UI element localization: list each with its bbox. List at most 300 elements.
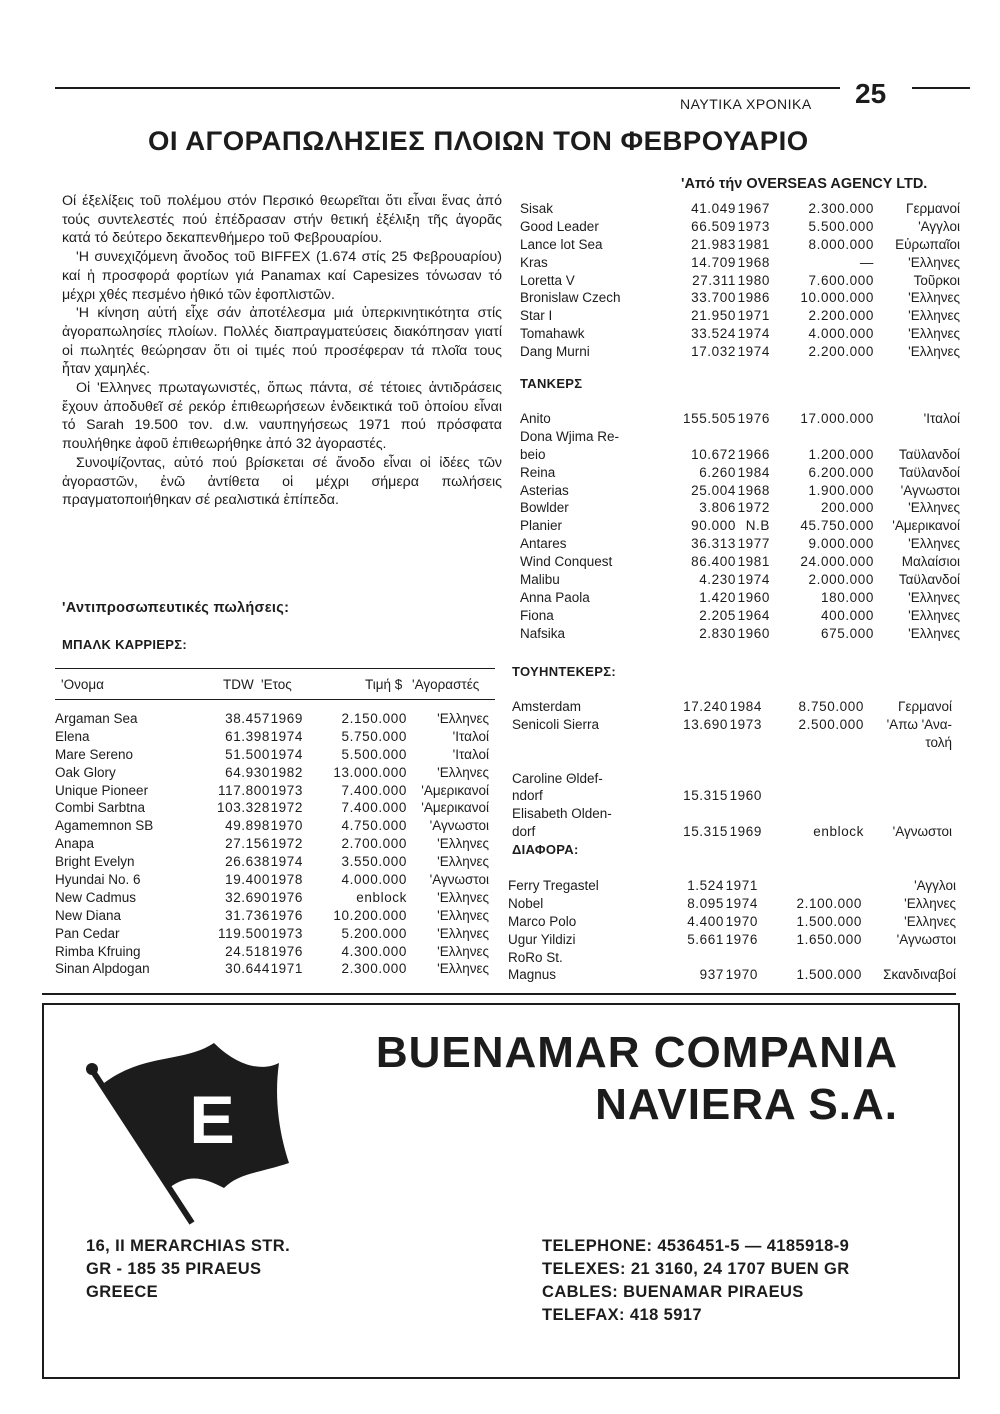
year-value: 1981 — [737, 554, 770, 570]
buyer-value: 'Αγνωστοι — [429, 872, 489, 888]
ship-name: Malibu — [520, 572, 560, 588]
company-address — [86, 1235, 290, 1304]
table-row — [520, 289, 960, 307]
buyer-value: 'Ελληνες — [437, 889, 489, 905]
paragraph: Συνοψίζοντας, αὐτό πού βρίσκεται σέ ἄνοδο εἶναι οἱ ἰδέες τῶν ἀγοραστῶν, ἐνῶ ἀντίθετα οἱ μέχρι σήμερα πωλήσεις πραγματοποιήθηκαν σέ ρεαλιστικά ἐπίπεδα. — [62, 454, 502, 509]
year-value: 1972 — [737, 500, 770, 516]
price-value: 1.900.000 — [808, 482, 874, 498]
table-row — [55, 943, 495, 961]
table-row — [512, 787, 960, 805]
magazine-title: ΝΑΥΤΙΚΑ ΧΡΟΝΙΚΑ — [680, 96, 812, 112]
price-value: 675.000 — [821, 625, 874, 641]
table-row — [55, 907, 495, 925]
buyer-value: 'Ελληνες — [437, 925, 489, 941]
tdw-value: 1.524 — [687, 878, 724, 893]
cables-line: CABLES: BUENAMAR PIRAEUS — [542, 1283, 804, 1301]
paragraph: Οί έξελίξεις τοῦ πολέμου στόν Περσικό θεωρεῖται ὅτι εἶναι ἕνας ἀπό τούς συντελεστές πού ἐπέδρασαν στήν θετική ἐξέλιξη τῆς ἀγορᾶς κατά τό δεύτερο δεκαπενθήμερο τοῦ Φεβρουαρίου. — [62, 193, 502, 247]
ship-name: Kras — [520, 254, 548, 270]
ship-name: Argaman Sea — [55, 711, 138, 726]
tdw-value: 103.328 — [217, 800, 270, 816]
ship-name: Anapa — [55, 836, 95, 852]
year-value: 1974 — [270, 728, 303, 744]
table-row — [520, 482, 960, 500]
price-value: 2.200.000 — [808, 344, 874, 360]
ship-name: Wind Conquest — [520, 554, 613, 570]
year-value: 1974 — [737, 572, 770, 588]
buyer-value: Γερμανοί — [898, 699, 952, 714]
table-row — [520, 254, 960, 272]
ship-name: Dona Wjima Re- — [520, 428, 620, 444]
price-value: 5.500.000 — [341, 746, 407, 762]
year-value: 1972 — [270, 800, 303, 816]
page-number: 25 — [855, 78, 887, 109]
table-row — [55, 871, 495, 889]
ship-name: Sisak — [520, 201, 554, 216]
price-value: 45.750.000 — [800, 518, 874, 534]
ship-name: dorf — [512, 824, 536, 840]
tdw-value: 3.806 — [699, 500, 736, 516]
bulk-table-header — [55, 676, 495, 694]
telephone-line: TELEPHONE: 4536451-5 — 4185918-9 — [542, 1237, 850, 1255]
ship-name: Anito — [520, 411, 551, 426]
col-buyers: 'Αγοραστές — [412, 677, 480, 692]
advertisement-box — [42, 1003, 960, 1379]
tdw-value: 2.205 — [699, 607, 736, 623]
buyer-value: 'Ελληνες — [908, 589, 960, 605]
price-value: 13.000.000 — [333, 764, 407, 780]
tdw-value: 33.700 — [691, 290, 736, 306]
representative-sales-label: 'Αντιπροσωπευτικές πωλήσεις: — [62, 600, 290, 616]
ship-name: New Diana — [55, 907, 122, 923]
year-value: 1980 — [737, 272, 770, 288]
table-row — [520, 607, 960, 625]
table-row — [512, 770, 960, 788]
year-value: 1967 — [737, 201, 770, 216]
year-value: 1973 — [270, 925, 303, 941]
price-value: 1.200.000 — [808, 446, 874, 462]
tdw-value: 937 — [699, 967, 724, 983]
year-value: 1970 — [725, 967, 758, 983]
tdw-value: 2.830 — [699, 625, 736, 641]
table-row — [520, 343, 960, 361]
table-row — [508, 949, 960, 967]
price-value: 1.500.000 — [796, 967, 862, 983]
buyer-value: 'Ελληνες — [908, 536, 960, 552]
tdw-value: 27.156 — [225, 836, 270, 852]
price-value: 5.750.000 — [341, 728, 407, 744]
table-rule-top — [55, 668, 495, 669]
flag-logo-icon — [64, 1023, 294, 1233]
table-row — [512, 805, 960, 823]
table-row — [520, 517, 960, 535]
year-value: 1977 — [737, 536, 770, 552]
table-row — [55, 889, 495, 907]
tdw-value: 33.524 — [691, 326, 736, 342]
year-value: 1976 — [737, 411, 770, 426]
buyer-value: 'Ελληνες — [437, 854, 489, 870]
year-value: 1986 — [737, 290, 770, 306]
ship-name: Anna Paola — [520, 589, 590, 605]
table-row — [55, 960, 495, 978]
price-value: 8.750.000 — [798, 699, 864, 714]
year-value: 1970 — [725, 913, 758, 929]
price-value: 2.700.000 — [341, 836, 407, 852]
table-row — [520, 625, 960, 643]
year-value: 1970 — [270, 818, 303, 834]
table-row — [512, 823, 960, 841]
buyer-value: 'Ελληνες — [908, 254, 960, 270]
company-contacts — [542, 1235, 850, 1327]
buyer-value: Τοῦρκοι — [913, 272, 960, 288]
ship-name: Marco Polo — [508, 913, 577, 929]
tdw-value: 38.457 — [225, 711, 270, 726]
table-row — [520, 410, 960, 428]
telefax-line: TELEFAX: 418 5917 — [542, 1306, 702, 1324]
year-value: 1974 — [737, 344, 770, 360]
ship-name: Agamemnon SB — [55, 818, 154, 834]
price-value: 4.000.000 — [808, 326, 874, 342]
price-value: 2.150.000 — [341, 711, 407, 726]
year-value: 1974 — [270, 854, 303, 870]
tdw-value: 49.898 — [225, 818, 270, 834]
tdw-value: 51.500 — [225, 746, 270, 762]
buyer-value: 'Ελληνες — [908, 500, 960, 516]
ship-name: RoRo St. — [508, 949, 563, 965]
tdw-value: 27.311 — [692, 272, 736, 288]
tdw-value: 13.690 — [683, 716, 728, 732]
company-name-line1: BUENAMAR COMPANIA — [375, 1028, 898, 1077]
year-value: 1982 — [270, 764, 303, 780]
tdw-value: 155.505 — [683, 411, 736, 426]
table-row — [55, 728, 495, 746]
buyer-value: 'Αγγλοι — [914, 878, 956, 893]
price-value: 10.200.000 — [333, 907, 407, 923]
buyer-value: Σκανδιναβοί — [883, 967, 956, 983]
ship-name: Ferry Tregastel — [508, 878, 599, 893]
buyer-value: 'Αμερικανοί — [892, 518, 960, 534]
ship-name: beio — [520, 446, 546, 462]
year-value: 1968 — [737, 254, 770, 270]
buyer-value: Μαλαίσιοι — [901, 554, 960, 570]
price-value: 4.300.000 — [341, 943, 407, 959]
tdw-value: 36.313 — [691, 536, 736, 552]
table-row — [520, 571, 960, 589]
buyer-value: 'Ιταλοί — [452, 728, 489, 744]
col-year: 'Ετος — [261, 677, 292, 692]
ship-name: New Cadmus — [55, 889, 137, 905]
year-value: 1971 — [737, 308, 770, 324]
buyer-value: Ταϋλανδοί — [898, 464, 960, 480]
year-value: 1976 — [725, 931, 758, 947]
ship-name: Oak Glory — [55, 764, 116, 780]
tdw-value: 17.240 — [683, 699, 728, 714]
ship-name: Reina — [520, 464, 556, 480]
table-row — [508, 913, 960, 931]
table-row — [520, 499, 960, 517]
col-name: 'Ονομα — [61, 677, 104, 692]
tankers-heading: ΤΑΝΚΕΡΣ — [520, 376, 583, 391]
ship-name: Senicoli Sierra — [512, 716, 600, 732]
ship-name: Sinan Alpdogan — [55, 961, 150, 977]
tdw-value: 30.644 — [225, 961, 270, 977]
price-value: 2.000.000 — [808, 572, 874, 588]
table-row — [55, 835, 495, 853]
price-value: — — [859, 254, 874, 270]
year-value: 1971 — [270, 961, 303, 977]
price-value: 8.000.000 — [808, 236, 874, 252]
ship-name: Tomahawk — [520, 326, 585, 342]
buyer-value: 'Ελληνες — [904, 895, 956, 911]
ship-name: Dang Murni — [520, 344, 590, 360]
tuna-heading: ΤΟΥΗΝΤΕΚΕΡΣ: — [512, 664, 616, 679]
price-value: enblock — [356, 889, 407, 905]
ship-name: Pan Cedar — [55, 925, 120, 941]
year-value: 1984 — [729, 699, 762, 714]
tdw-value: 64.930 — [225, 764, 270, 780]
ship-name: Star I — [520, 308, 553, 324]
table-row — [520, 589, 960, 607]
tdw-value: 17.032 — [691, 344, 736, 360]
ship-name: Amsterdam — [512, 699, 582, 714]
tdw-value: 24.518 — [225, 943, 270, 959]
tdw-value: 10.672 — [691, 446, 736, 462]
year-value: 1960 — [729, 788, 762, 804]
table-row — [512, 698, 960, 716]
ship-name: Hyundai No. 6 — [55, 872, 141, 888]
tankers-table — [520, 410, 960, 643]
ship-name: Bowlder — [520, 500, 569, 516]
price-value: 5.200.000 — [341, 925, 407, 941]
tdw-value: 21.983 — [691, 236, 736, 252]
year-value: 1968 — [737, 482, 770, 498]
page-title: ΟΙ ΑΓΟΡΑΠΩΛΗΣΙΕΣ ΠΛΟΙΩΝ ΤΟΝ ΦΕΒΡΟΥΑΡΙΟ — [148, 126, 809, 156]
year-value: 1984 — [737, 464, 770, 480]
year-value: 1973 — [737, 218, 770, 234]
logo-letter: E — [189, 1082, 235, 1158]
year-value: 1960 — [737, 625, 770, 641]
ship-name: Ugur Yildizi — [508, 931, 576, 947]
paragraph: 'Η συνεχιζόμενη ἄνοδος τοῦ BIFFEX (1.674 στίς 25 Φεβρουαρίου) καί ἡ προσφορά φορτίων γιά Panamax καί Capesizes τόνωσαν τό μέχρι χθές πεσμένο ἠθικό τῶν ἐφοπλιστῶν. — [62, 249, 502, 303]
buyer-value: 'Ελληνες — [908, 308, 960, 324]
table-row — [512, 716, 960, 734]
ship-name: ndorf — [512, 788, 543, 804]
ship-name: Planier — [520, 518, 563, 534]
buyer-value: 'Ελληνες — [908, 290, 960, 306]
table-row — [520, 464, 960, 482]
year-value: 1969 — [270, 711, 303, 726]
table-row — [512, 752, 960, 770]
tdw-value: 90.000 — [691, 518, 736, 534]
buyer-value: 'Αγνωστοι — [900, 482, 960, 498]
table-row — [55, 853, 495, 871]
tdw-value: 4.400 — [687, 913, 724, 929]
ship-name: Rimba Kfruing — [55, 943, 141, 959]
tdw-value: 4.230 — [699, 572, 736, 588]
tdw-value: 8.095 — [687, 895, 724, 911]
year-value: 1971 — [725, 878, 758, 893]
address-line: GR - 185 35 PIRAEUS — [86, 1260, 262, 1278]
buyer-value: Ταϋλανδοί — [898, 446, 960, 462]
article-body — [62, 192, 502, 510]
table-row — [508, 895, 960, 913]
tdw-value: 1.420 — [699, 589, 736, 605]
price-value: 10.000.000 — [800, 290, 874, 306]
table-row — [520, 200, 960, 218]
year-value: 1974 — [725, 895, 758, 911]
bulk-carriers-heading: ΜΠΑΛΚ ΚΑΡΡΙΕΡΣ: — [62, 637, 187, 652]
price-value: 5.500.000 — [808, 218, 874, 234]
buyer-value: 'Ιταλοί — [452, 746, 489, 762]
buyer-value: Εὐρωπαῖοι — [895, 236, 960, 252]
table-row — [520, 236, 960, 254]
price-value: 1.650.000 — [796, 931, 862, 947]
price-value: 24.000.000 — [800, 554, 874, 570]
ship-name: Fiona — [520, 607, 554, 623]
tdw-value: 19.400 — [225, 872, 270, 888]
ship-name: Asterias — [520, 482, 569, 498]
year-value: 1974 — [737, 326, 770, 342]
right-top-table — [520, 200, 960, 361]
buyer-value: 'Ελληνες — [437, 711, 489, 726]
buyer-value: 'Αγνωστοι — [429, 818, 489, 834]
table-row — [520, 553, 960, 571]
bulk-table — [55, 710, 495, 978]
tdw-value: 15.315 — [683, 824, 728, 840]
ship-name: Antares — [520, 536, 567, 552]
col-tdw: TDW — [223, 677, 254, 692]
table-row — [55, 710, 495, 728]
tdw-value: 61.398 — [225, 728, 270, 744]
tdw-value: 25.004 — [691, 482, 736, 498]
year-value: 1978 — [270, 872, 303, 888]
ship-name: Elena — [55, 728, 90, 744]
tuna-table — [512, 698, 960, 841]
tdw-value: 31.736 — [225, 907, 270, 923]
address-line: 16, II MERARCHIAS STR. — [86, 1237, 291, 1255]
ship-name: Mare Sereno — [55, 746, 134, 762]
buyer-value: Ταϋλανδοί — [898, 572, 960, 588]
tdw-value: 66.509 — [691, 218, 736, 234]
price-value: 180.000 — [821, 589, 874, 605]
tdw-value: 86.400 — [691, 554, 736, 570]
table-row — [55, 817, 495, 835]
buyer-value: 'Ελληνες — [437, 907, 489, 923]
buyer-value: 'Ελληνες — [904, 913, 956, 929]
tdw-value: 119.500 — [218, 925, 270, 941]
buyer-value: 'Ελληνες — [908, 344, 960, 360]
year-value: 1981 — [737, 236, 770, 252]
price-value: 2.300.000 — [808, 201, 874, 216]
price-value: 1.500.000 — [796, 913, 862, 929]
buyer-value: τολή — [925, 734, 952, 750]
year-value: 1966 — [737, 446, 770, 462]
misc-heading: ΔΙΑΦΟΡΑ: — [512, 842, 579, 857]
tdw-value: 5.661 — [687, 931, 724, 947]
year-value: 1972 — [270, 836, 303, 852]
header-rule-right — [912, 87, 970, 89]
year-value: 1976 — [270, 907, 303, 923]
year-value: N.B — [745, 518, 770, 534]
table-row — [520, 446, 960, 464]
buyer-value: 'Ελληνες — [437, 764, 489, 780]
ship-name: Bronislaw Czech — [520, 290, 621, 306]
buyer-value: 'Αμερικανοί — [421, 782, 489, 798]
price-value: 9.000.000 — [808, 536, 874, 552]
paragraph: 'Η κίνηση αὐτή εἶχε σάν ἀποτέλεσμα μιά ὑπερκινητικότητα στίς ἀγοραπωλησίες πλοίων. Πολλές διαπραγματεύσεις διακόπησαν γιατί οἱ πωλητές θεώρησαν ὅτι οἱ τιμές πού προσέφεραν τά πλοῖα τους ἦταν χαμηλές. — [62, 305, 502, 378]
header-rule-left — [55, 87, 840, 89]
buyer-value: 'Ελληνες — [437, 943, 489, 959]
ad-top-rule — [42, 993, 956, 995]
table-row — [520, 218, 960, 236]
tdw-value: 14.709 — [691, 254, 736, 270]
buyer-value: 'Αγγλοι — [918, 218, 960, 234]
price-value: 17.000.000 — [800, 411, 874, 426]
ship-name: Bright Evelyn — [55, 854, 135, 870]
tdw-value: 41.049 — [691, 201, 736, 216]
year-value: 1976 — [270, 889, 303, 905]
table-row — [520, 428, 960, 446]
table-row — [55, 925, 495, 943]
buyer-value: 'Ελληνες — [908, 326, 960, 342]
table-rule-bottom — [55, 699, 495, 700]
ship-name: Nafsika — [520, 625, 566, 641]
price-value: 7.400.000 — [341, 800, 407, 816]
year-value: 1974 — [270, 746, 303, 762]
buyer-value: 'Ελληνες — [908, 607, 960, 623]
table-row — [520, 325, 960, 343]
misc-table — [508, 877, 960, 984]
buyer-value: Γερμανοί — [906, 201, 960, 216]
buyer-value: 'Αγνωστοι — [896, 931, 956, 947]
table-row — [520, 535, 960, 553]
table-row — [55, 799, 495, 817]
tdw-value: 26.638 — [225, 854, 270, 870]
buyer-value: 'Αμερικανοί — [421, 800, 489, 816]
price-value: 4.750.000 — [341, 818, 407, 834]
table-row — [512, 734, 960, 752]
col-price: Τιμή $ — [365, 677, 403, 692]
ship-name: Unique Pioneer — [55, 782, 149, 798]
table-row — [520, 307, 960, 325]
table-row — [55, 782, 495, 800]
price-value: 400.000 — [821, 607, 874, 623]
address-line: GREECE — [86, 1283, 159, 1301]
price-value: 6.200.000 — [808, 464, 874, 480]
price-value: 7.400.000 — [341, 782, 407, 798]
table-row — [55, 746, 495, 764]
company-name — [376, 1027, 898, 1131]
tdw-value: 117.800 — [218, 782, 270, 798]
year-value: 1976 — [270, 943, 303, 959]
ship-name: Combi Sarbtna — [55, 800, 146, 816]
price-value: 2.300.000 — [341, 961, 407, 977]
table-row — [508, 931, 960, 949]
table-row — [55, 764, 495, 782]
year-value: 1964 — [737, 607, 770, 623]
ship-name: Lance lot Sea — [520, 236, 603, 252]
paragraph: Οἱ 'Ελληνες πρωταγωνιστές, ὅπως πάντα, σέ τέτοιες ἀντιδράσεις ἔχουν ἀποδυθεῖ σέ ρεκόρ ἐπιθεωρήσεων ἐνδεικτικά τοῦ ὁποίου εἶναι τό Sarah 19.500 τον. d.w. ναυπηγήσεως 1971 πού πρόσφατα πουλήθηκε ἀφοῦ ἐπιθεωρήθηκε ἀπό 32 ἀγοραστές. — [62, 380, 502, 453]
price-value: 2.500.000 — [798, 716, 864, 732]
price-value: enblock — [813, 824, 864, 840]
price-value: 2.200.000 — [808, 308, 874, 324]
year-value: 1973 — [270, 782, 303, 798]
ship-name: Elisabeth Olden- — [512, 806, 612, 822]
ship-name: Caroline Θldef- — [512, 770, 603, 786]
buyer-value: 'Ελληνες — [908, 625, 960, 641]
price-value: 7.600.000 — [808, 272, 874, 288]
tdw-value: 15.315 — [683, 788, 728, 804]
tdw-value: 21.950 — [691, 308, 736, 324]
